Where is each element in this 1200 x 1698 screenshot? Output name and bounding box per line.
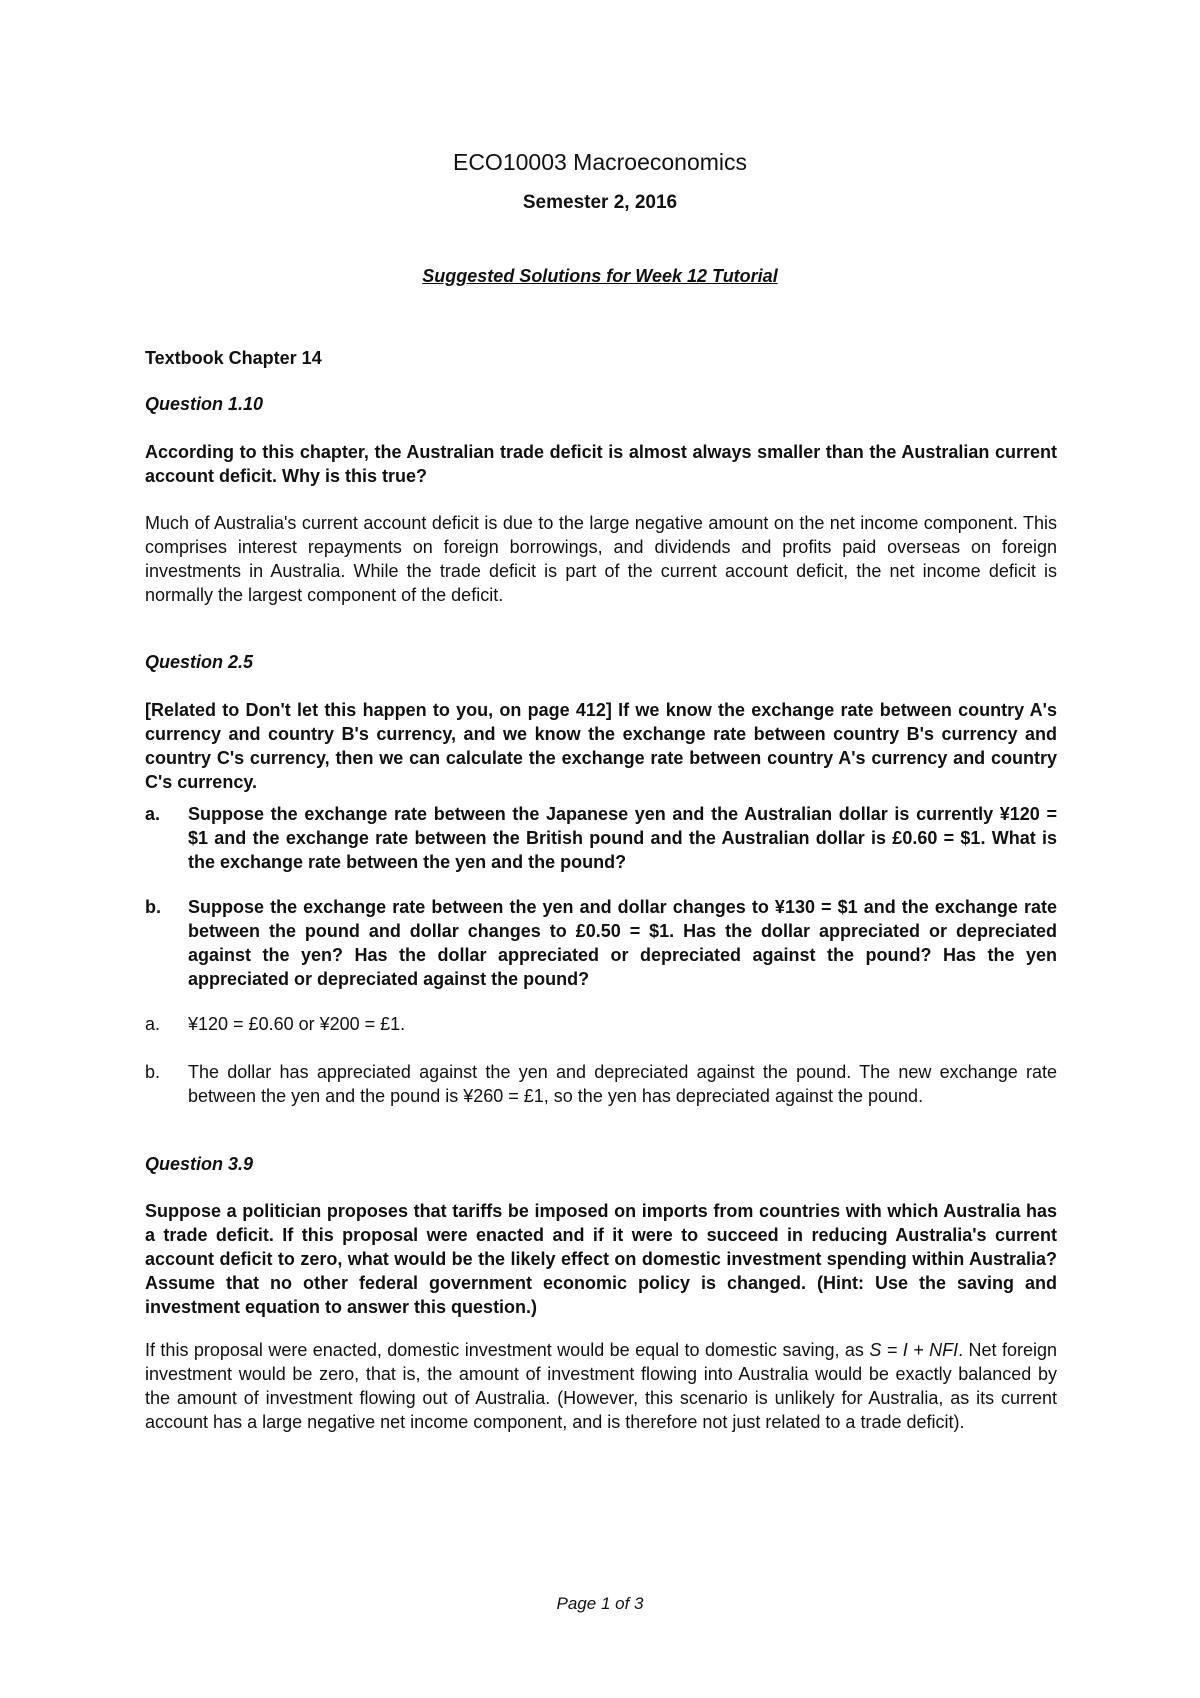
course-title: ECO10003 Macroeconomics xyxy=(452,149,748,175)
question-2-part-b: b. Suppose the exchange rate between the yen and dollar changes to ¥130 = $1 and the exchange rate between the pound and dollar changes to £0.50 = $1. Has the dollar appreciated or depreciated against the yen? Has the dollar appreciated or depreciated against the pound? Has the yen appreciated or depreciated against the pound? xyxy=(145,897,1057,989)
question-1-answer: Much of Australia's current account deficit is due to the large negative amount on the net income component. This comprises interest repayments on foreign borrowings, and dividends and profits paid overseas on foreign investments in Australia. While the trade deficit is part of the current account deficit, the net income deficit is normally the largest component of the deficit. xyxy=(145,513,1057,605)
question-3-text: Suppose a politician proposes that tariffs be imposed on imports from countries with which Australia has a trade deficit. If this proposal were enacted and if it were to succeed in reducing Australia's current account deficit to zero, what would be the likely effect on domestic investment spending within Australia? Assume that no other federal government economic policy is changed. (Hint: Use the saving and investment equation to answer this question.) xyxy=(145,1201,1057,1317)
chapter-heading: Textbook Chapter 14 xyxy=(145,348,322,368)
answer-2-part-b: b. The dollar has appreciated against the yen and depreciated against the pound. The new exchange rate between the yen and the pound is ¥260 = £1, so the yen has depreciated against the pound. xyxy=(145,1062,1057,1106)
question-3-heading: Question 3.9 xyxy=(145,1154,254,1174)
document-subtitle: Suggested Solutions for Week 12 Tutorial xyxy=(422,266,778,286)
question-2-related: [Related to Don't let this happen to you, on page 412] xyxy=(145,700,612,720)
semester: Semester 2, 2016 xyxy=(522,192,678,213)
answer-2-part-a: a. ¥120 = £0.60 or ¥200 = £1. xyxy=(145,1014,406,1034)
question-2-part-a: a. Suppose the exchange rate between the Japanese yen and the Australian dollar is currently ¥120 = $1 and the exchange rate between the British pound and the Australian dollar is £0.60 = $1. What is the exchange rate between the yen and the pound? xyxy=(145,804,1057,872)
question-1-heading: Question 1.10 xyxy=(145,394,264,414)
question-2-intro-text: If we know the exchange rate between country A's currency and country B's currency, and we know the exchange rate between country B's currency and country C's currency, then we can calculate the exchange rate between country A's currency and country C's currency. xyxy=(145,700,1057,792)
question-1-text: According to this chapter, the Australian trade deficit is almost always smaller than the Australian current account deficit. Why is this true? xyxy=(145,442,1057,486)
question-2-intro xyxy=(145,698,1057,794)
page-number: Page 1 of 3 xyxy=(556,1594,644,1613)
saving-investment-equation: S = I + NFI xyxy=(869,1340,959,1360)
question-3-answer: If this proposal were enacted, domestic investment would be equal to domestic saving, as S = I + NFI. Net foreign investment would be zero, that is, the amount of investment flowing into Australia would be exactly balanced by the amount of investment flowing out of Australia. (However, this scenario is unlikely for Australia, as its current account has a large negative net income component, and is therefore not just related to a trade deficit). xyxy=(145,1340,1057,1432)
question-2-heading: Question 2.5 xyxy=(145,652,254,672)
